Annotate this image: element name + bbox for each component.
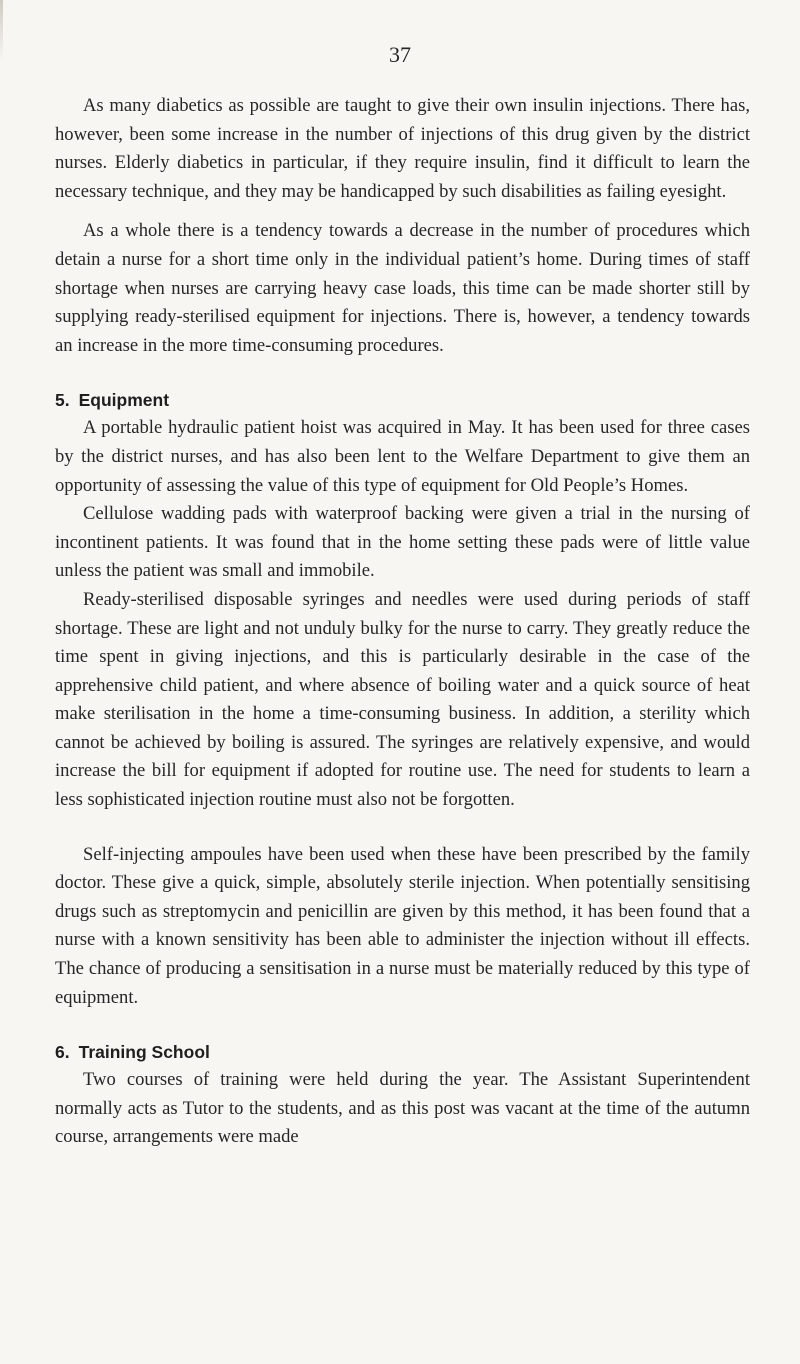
section-number: 6. [55,1042,70,1063]
equipment-paragraph-4: Self-injecting ampoules have been used when these have been prescribed by the family doctor. These give a quick, simple, absolutely sterile injection. When potentially sensitising drugs such as streptomycin and penicillin are given by this method, it has been found that a nurse with a known sensitivity has been able to administer the injection without ill effects. The chance of producing a sensitisation in a nurse must be materially reduced by this type of equipment. [55,843,750,1008]
section-title: Training School [78,1042,210,1063]
intro-paragraph-1: As many diabetics as possible are taught to give their own insulin injections. There has, however, been some increase in the number of injections of this drug given by the district nurses. Elderly diabetics in particular, if they require insulin, find it difficult to learn the necessary technique, and they may be handicapped by such disabilities as failing eyesight. [55,95,750,202]
section-number: 5. [55,390,70,411]
section-heading-training-school [55,1038,750,1066]
page-edge-shadow [0,0,3,60]
training-paragraph-1: Two courses of training were held during the year. The Assistant Superintendent normally acts as Tutor to the students, and as this post was vacant at the time of the autumn course, arrangements were made [55,1069,750,1148]
equipment-paragraph-2: Cellulose wadding pads with waterproof backing were given a trial in the nursing of incontinent patients. It was found that in the home setting these pads were of little value unless the patient was small and immobile. [55,503,750,582]
section-heading-equipment [55,386,750,414]
page-body [55,92,750,1152]
equipment-paragraph-3: Ready-sterilised disposable syringes and needles were used during periods of staff shortage. These are light and not unduly bulky for the nurse to carry. They greatly reduce the time spent in giving injections, and this is particularly desirable in the case of the apprehensive child patient, and where absence of boiling water and a quick source of heat make sterilisation in the home a time-consuming business. In addition, a sterility which cannot be achieved by boiling is assured. The syringes are relatively expensive, and would increase the bill for equipment if adopted for routine use. The need for students to learn a less sophisticated injection routine must also not be forgotten. [55,588,750,811]
equipment-paragraph-1: A portable hydraulic patient hoist was acquired in May. It has been used for three cases by the district nurses, and has also been lent to the Welfare Department to give them an opportunity of assessing the value of this type of equipment for Old People’s Homes. [55,417,750,496]
page-number: 37 [389,42,411,67]
intro-paragraph-2: As a whole there is a tendency towards a decrease in the number of procedures which detain a nurse for a short time only in the individual patient’s home. During times of staff shortage when nurses are carrying heavy case loads, this time can be made shorter still by supplying ready-sterilised equipment for injections. There is, however, a tendency towards an increase in the more time-consuming procedures. [55,220,750,356]
section-title: Equipment [78,390,170,411]
